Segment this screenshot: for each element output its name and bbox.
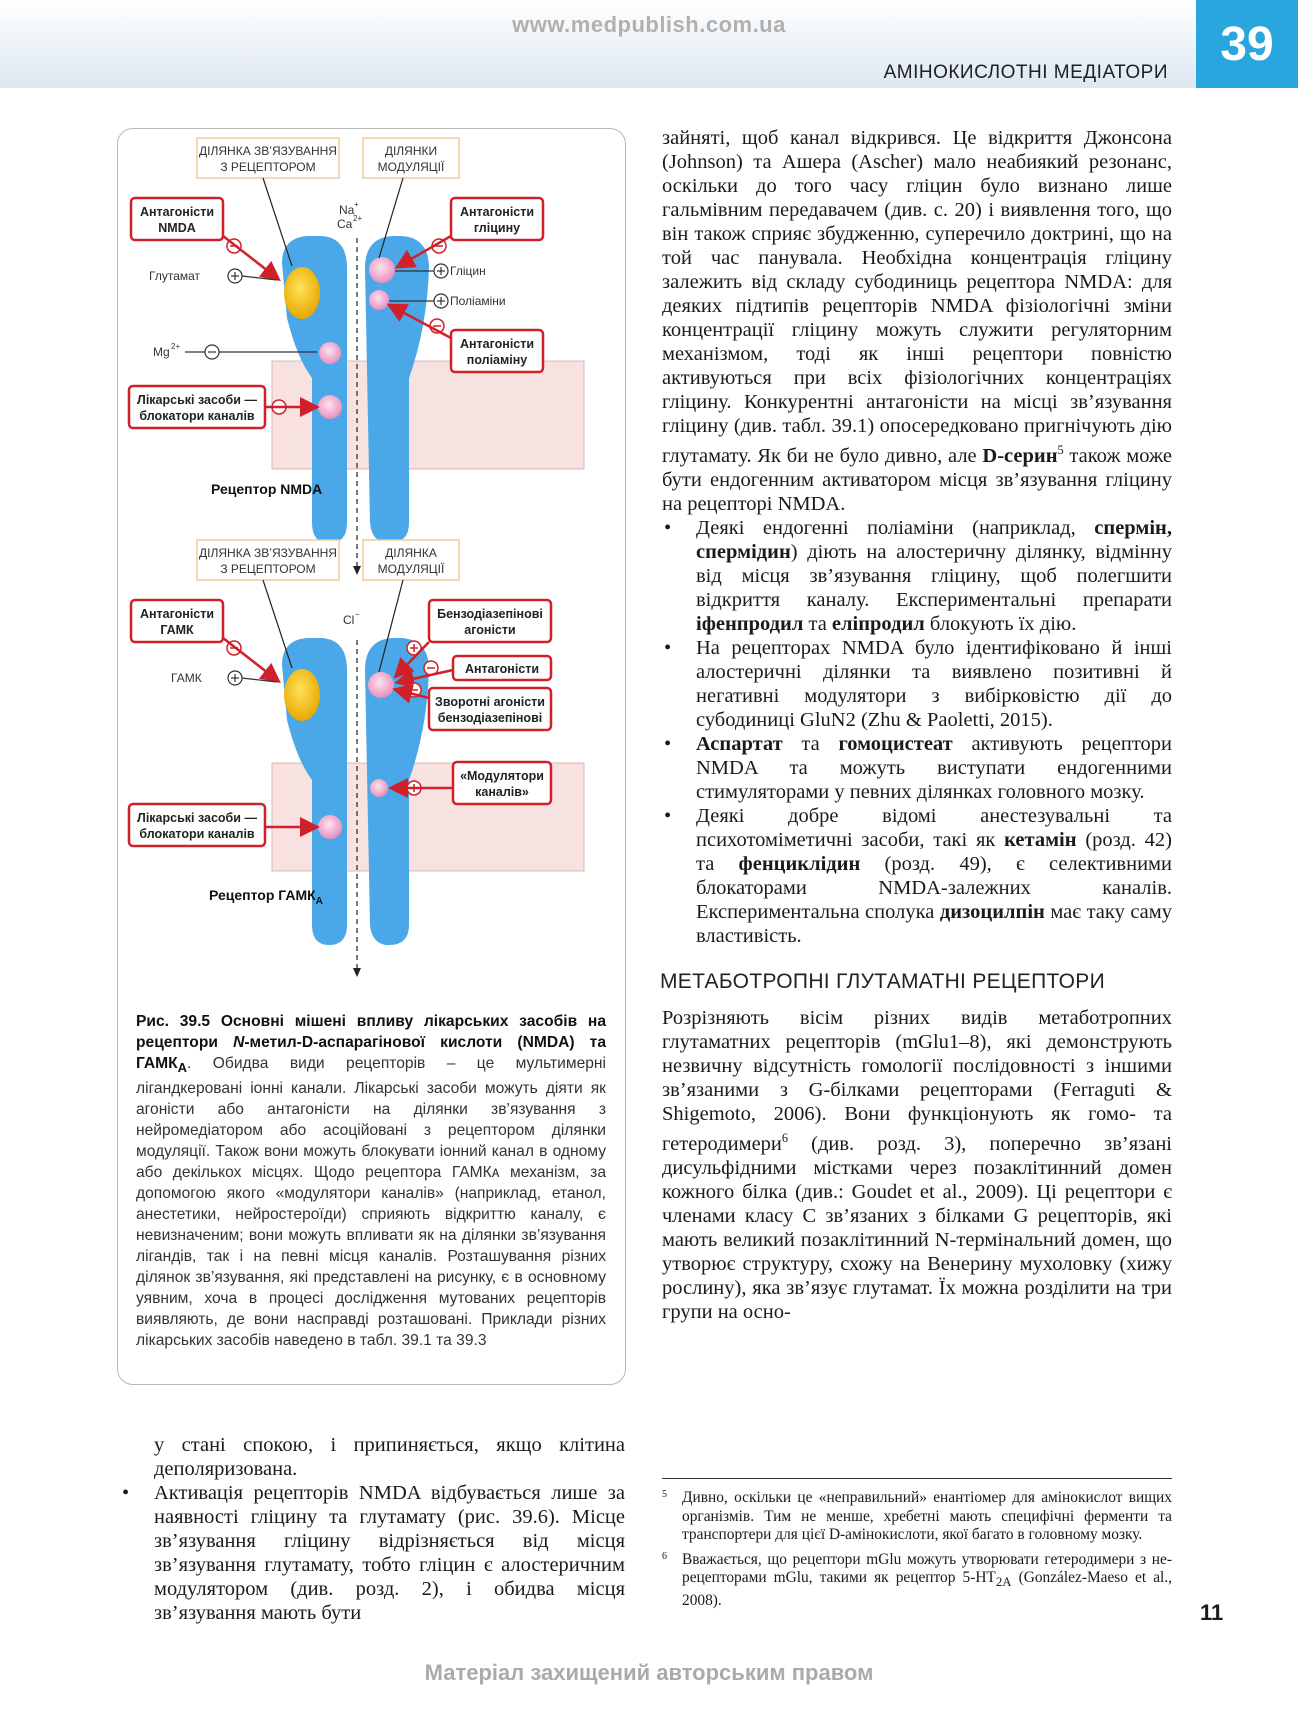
inverse-agonists-label: Зворотні агоністи: [435, 695, 545, 709]
glutamate-site: [284, 267, 320, 319]
svg-text:2+: 2+: [171, 342, 181, 351]
nmda-modulation-site-label-2: МОДУЛЯЦІЇ: [377, 160, 445, 174]
chapter-number: 39: [1196, 0, 1298, 88]
gaba-blockers-label: Лікарські засоби —: [137, 811, 257, 825]
bullet-item: • На рецепторах NMDA було ідентифіковано й інші алостеричні ділянки та виявлено позитивні й негативні модулятори з вибірковістю дії до субодиниці GluN2 (Zhu & Paoletti, 2015).: [662, 636, 1172, 732]
caption-title-1: Основні мішені впливу лікарських засобів на рецептори: [136, 1013, 606, 1051]
mg-site: [319, 342, 341, 364]
section-title: АМІНОКИСЛОТНІ МЕДІАТОРИ: [883, 62, 1168, 83]
paragraph: Розрізняють вісім різних видів метаботропних глутаматних рецепторів (mGlu1–8), які демонструють незвичну відсутність гомології послідовності з іншими зв’язаними з G-білками рецепторами (Ferraguti & Shigemoto, 2006). Вони функціонують як гомо- та гетеродимери$^6$ (див. розд. 3), поперечно зв’язані дисульфідними містками через позаклітинний домен кожного білка (див.: Goudet et al., 2009). Ці рецептори є членами класу С зв’язаних з білками G рецепторів, які мають великий позаклітинний N-термінальний домен, що утворює структуру, схожу на Венерину мухоловку (хижу рослину), яка зв’язує глутамат. Їх можна розділити на три групи на осно-: [662, 1006, 1172, 1323]
nmda-modulation-site-label: ДІЛЯНКИ: [384, 144, 438, 158]
antagonists-gaba-label-2: ГАМК: [160, 623, 194, 637]
nmda-binding-site-label: ДІЛЯНКА ЗВ’ЯЗУВАННЯ: [199, 144, 337, 158]
nmda-blockers-label-2: блокатори каналів: [139, 409, 255, 423]
nmda-blockers-label: Лікарські засоби —: [137, 393, 257, 407]
antagonists-glycine-label: Антагоністи: [459, 205, 535, 219]
gaba-title: Рецептор ГАМК: [209, 887, 316, 903]
site-url[interactable]: www.medpublish.com.ua: [512, 12, 786, 37]
svg-text:−: −: [355, 610, 360, 619]
bullet-item: • Активація рецепторів NMDA відбувається лише за наявності гліцину та глутамату (рис. 39.6). Місце зв’язування гліцину відрізняється від місця зв’язування глутамату, тобто гліцин є алостеричним модулятором (див. розд. 2), і обидва місця зв’язування мають бути: [120, 1481, 625, 1625]
benzo-agonists-label: Бензодіазепінові: [437, 607, 543, 621]
caption-title-sub: A: [177, 1060, 188, 1076]
blocker-site: [318, 395, 342, 419]
polyamine-site: [369, 290, 389, 310]
svg-text:Рецептор ГАМКA: Рецептор $ГАМК_A$: [209, 887, 323, 907]
gaba-site: [284, 669, 320, 721]
ion-ca: Ca: [337, 217, 353, 231]
gaba-blockers-label-2: блокатори каналів: [139, 827, 255, 841]
copyright-watermark: Матеріал захищений авторським правом: [424, 1660, 874, 1685]
gaba-antagonists-label: Антагоністи: [464, 662, 540, 676]
footnotes: [662, 1478, 1172, 1616]
bullet-item: • Аспартат та гомоцистеат активують рецептори NMDA та можуть виступати ендогенними стимуляторами у певних ділянках головного мозку.: [662, 732, 1172, 804]
glycine-site: [369, 257, 395, 283]
footnote-5: 5 Дивно, оскільки це «неправильний» енантіомер для амінокислот вищих організмів. Тим не менше, хребетні мають специфічні ферменти та транспортери для цієї D-амінокислоти, якої багато в головному мозку.: [662, 1489, 1172, 1543]
benzo-agonists-label-2: агоністи: [464, 623, 516, 637]
channel-modulator-site: [370, 779, 388, 797]
caption-title-italic: N: [233, 1034, 245, 1051]
left-column: [120, 1433, 625, 1625]
channel-modulators-label: «Модулятори: [460, 769, 544, 783]
glutamate-label: Глутамат: [149, 269, 201, 283]
bullet-item: • Деякі ендогенні поліаміни (наприклад, спермін, спермідин) діють на алостеричну ділянку, відмінну від місця зв’язування гліцину, щоб полегшити відкриття каналу. Експериментальні препарати іфенпродил та еліпродил блокують їх дію.: [662, 516, 1172, 636]
gaba-modulation-site-label: ДІЛЯНКА: [385, 546, 437, 560]
benzodiazepine-site: [368, 672, 394, 698]
caption-body: . Обидва види рецепторів – це мультимерні лігандкеровані іонні канали. Лікарські засоби можуть діяти як агоністи або антагоністи на ділянки зв’язування з нейромедіатором або асоційовані з рецептором ділянки модуляції. Також вони можуть блокувати іонний канал в одному або декількох місцях. Щодо рецептора ГАМКᴀ механізм, за допомогою якого «модулятори каналів» (наприклад, етанол, анестетики, нейростероїди) сприяють відкриттю каналу, є невизначеним; вони можуть впливати як на ділянки зв’язування лігандів, так і на певні місця каналів. Розташування різних ділянок зв’язування, які представлені на рисунку, є в основному уявним, хоча в процесі дослідження мутованих рецепторів виявляють, де вони насправді розташовані. Приклади різних лікарських засобів наведено в табл. 39.1 та 39.3: [136, 1055, 606, 1350]
footnote-6: 6 Вважається, що рецептори mGlu можуть утворювати гетеродимери з не-рецепторами mGlu, такими як рецептор $5-HT_{2A}$ (González-Maeso et al., 2008).: [662, 1550, 1173, 1609]
right-column: [662, 126, 1172, 1324]
gaba-label: ГАМК: [171, 671, 202, 685]
section-heading: МЕТАБОТРОПНІ ГЛУТАМАТНІ РЕЦЕПТОРИ: [660, 969, 1105, 993]
figure-caption: [136, 1011, 606, 1351]
antagonists-glycine-label-2: гліцину: [473, 221, 521, 235]
page-number: 11: [1200, 1600, 1224, 1625]
channel-modulators-label-2: каналів»: [475, 785, 529, 799]
gaba-binding-site-label: ДІЛЯНКА ЗВ’ЯЗУВАННЯ: [199, 546, 337, 560]
antagonists-nmda-label: Антагоністи: [139, 205, 215, 219]
nmda-panel: [129, 138, 584, 575]
nmda-title: Рецептор NMDA: [211, 481, 323, 497]
antagonists-polyamine-label-2: поліаміну: [466, 353, 528, 367]
figure-number: Рис. 39.5: [136, 1013, 211, 1030]
gaba-modulation-site-label-2: МОДУЛЯЦІЇ: [377, 562, 445, 576]
inverse-agonists-label-2: бензодіазепінові: [437, 711, 543, 725]
glycine-label: Гліцин: [450, 264, 486, 278]
antagonists-gaba-label: Антагоністи: [139, 607, 215, 621]
paragraph: зайняті, щоб канал відкрився. Це відкриття Джонсона (Johnson) та Ашера (Ascher) мало неабиякий резонанс, оскільки до того часу гліцин було визнано лише гальмівним передавачем (див. с. 20) і виявлення того, що він також сприяє збудженню, суперечило доктрині, що на той час панувала. Необхідна концентрація гліцину залежить від складу субодиниць рецептора NMDA: для деяких підтипів рецепторів NMDA фізіологічні зміни концентрації гліцину можуть служити регуляторним механізмом, тоді як інші рецептори повністю активуються при всіх фізіологічних концентраціях гліцину. Конкурентні антагоністи на місці зв’язування гліцину (див. табл. 39.1) опосередковано пригнічують дію глутамату. Як би не було дивно, але D-серин$^5$ також може бути ендогенним активатором місця зв’язування гліцину на рецепторі NMDA.: [662, 127, 1172, 515]
paragraph: у стані спокою, і припиняється, якщо клітина деполяризована.: [154, 1434, 625, 1480]
ion-cl: Cl: [343, 613, 355, 627]
gaba-binding-site-label-2: З РЕЦЕПТОРОМ: [220, 562, 316, 576]
bullet-item: • Деякі добре відомі анестезувальні та психотоміметичні засоби, такі як кетамін (розд. 42) та фенциклідин (розд. 49), є селективними блокаторами NMDA-залежних каналів. Експериментальна сполука дизоцилпін має таку саму властивість.: [662, 804, 1172, 948]
polyamines-label: Поліаміни: [450, 294, 506, 308]
antagonists-nmda-label-2: NMDA: [158, 221, 196, 235]
blocker-site: [318, 815, 342, 839]
antagonists-polyamine-label: Антагоністи: [459, 337, 535, 351]
caption-title-2: -метил-D-аспарагінової кислоти (NMDA) та ГАМК: [136, 1034, 606, 1072]
svg-text:2+: 2+: [353, 214, 363, 223]
ion-na: Na: [339, 203, 355, 217]
receptor-figure: [117, 128, 624, 1008]
nmda-binding-site-label-2: З РЕЦЕПТОРОМ: [220, 160, 316, 174]
svg-text:+: +: [354, 200, 359, 209]
mg-label: Mg: [153, 345, 170, 359]
gaba-panel: [129, 540, 584, 977]
